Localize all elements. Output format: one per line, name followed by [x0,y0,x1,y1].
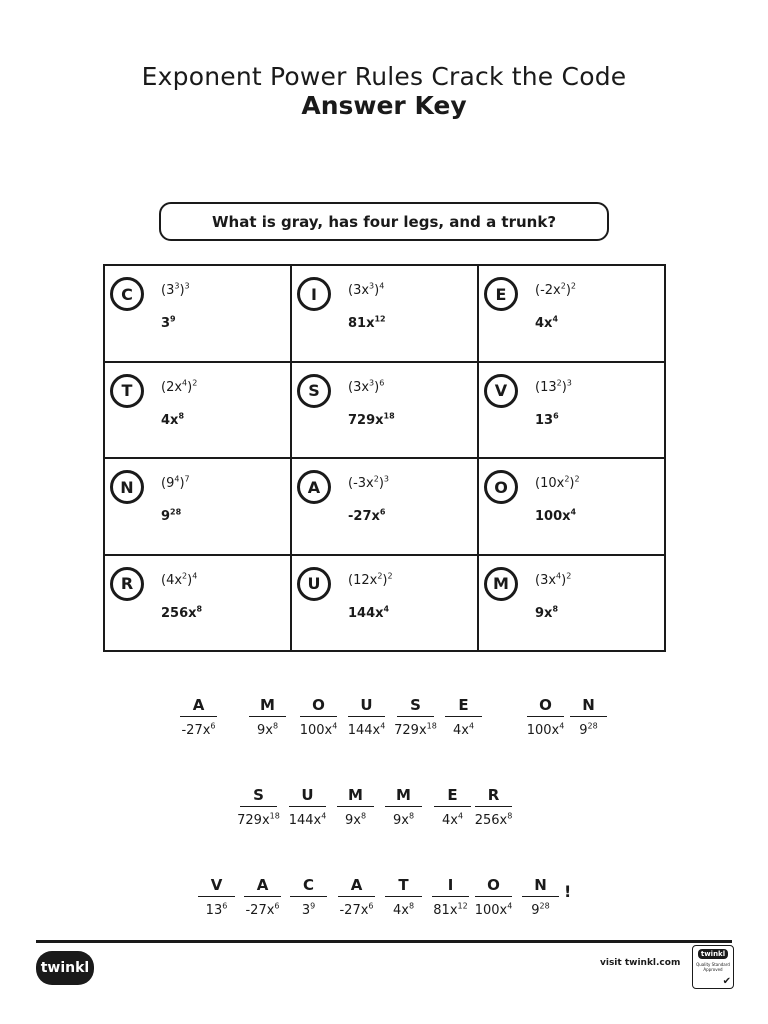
decode-slot [394,694,437,738]
decode-slot [432,874,469,918]
answer-line [475,806,512,807]
letter-circle: M [484,567,518,601]
answer-line [198,896,235,897]
answer-line [385,896,422,897]
riddle-text: What is gray, has four legs, and a trunk? [211,212,557,231]
code-value: $9^{28}$ [579,721,598,738]
decoded-letter: M [348,786,363,804]
badge-text: Quality Standard Approved [696,962,730,972]
answer: $3^9$ [161,314,176,331]
answer-line [434,806,471,807]
decoded-letter: N [582,696,595,714]
letter-circle: A [297,470,331,504]
decode-slot [475,874,512,918]
code-cell [291,458,478,555]
code-cell [291,362,478,459]
answer: $9^{28}$ [161,507,182,524]
answer-line [337,806,374,807]
letter-circle: E [484,277,518,311]
letter-circle: S [297,374,331,408]
letter-circle: T [110,374,144,408]
expression: $(9^4)^7$ [161,474,190,491]
decoded-letter: A [192,696,205,714]
code-cell [291,555,478,652]
code-value: $729x^{18}$ [237,811,280,828]
code-value: $4x^8$ [392,901,415,918]
letter-circle: O [484,470,518,504]
riddle-box [159,202,609,241]
page-subtitle: Answer Key [301,91,467,120]
decode-slot [434,784,471,828]
decoded-letter: M [396,786,411,804]
answer: $144x^4$ [348,604,390,621]
code-value: $9x^8$ [256,721,279,738]
decode-slot [180,694,217,738]
answer-line [348,716,385,717]
code-value: $100x^4$ [474,901,513,918]
decoded-letter: S [410,696,421,714]
decode-slot [527,694,564,738]
decode-slot [445,694,482,738]
answer-line [570,716,607,717]
answer: $100x^4$ [535,507,577,524]
answer-line [290,896,327,897]
expression: $(3^3)^3$ [161,281,190,298]
decoded-letter: A [256,876,269,894]
answer-line [385,806,422,807]
answer: $4x^8$ [161,411,185,428]
letter-circle: V [484,374,518,408]
letter-circle: U [297,567,331,601]
decode-slot [385,784,422,828]
expression: $(-3x^2)^3$ [348,474,389,491]
code-value: $81x^{12}$ [433,901,468,918]
expression: $(4x^2)^4$ [161,571,198,588]
expression: $(3x^3)^6$ [348,378,385,395]
decoded-letter: M [260,696,275,714]
answer: $9x^8$ [535,604,559,621]
visit-link: visit twinkl.com [600,958,681,968]
decode-slot [338,874,375,918]
code-value: $100x^4$ [526,721,565,738]
letter-circle: C [110,277,144,311]
check-icon: ✔ [722,976,731,987]
expression: $(2x^4)^2$ [161,378,198,395]
code-value: $9^{28}$ [531,901,550,918]
answer-line [432,896,469,897]
decode-slot [289,784,326,828]
exclamation-mark: ! [564,882,572,901]
decode-slot [337,784,374,828]
badge-title: twinkl [698,949,728,959]
code-grid [103,264,666,652]
answer: $81x^{12}$ [348,314,386,331]
code-cell [104,458,291,555]
answer: $256x^8$ [161,604,203,621]
decode-slot [300,694,337,738]
answer-line [244,896,281,897]
decoded-letter: O [312,696,325,714]
code-value: $729x^{18}$ [394,721,437,738]
answer: $13^6$ [535,411,559,428]
answer-line [338,896,375,897]
code-cell [478,458,665,555]
decode-slot [348,694,385,738]
expression: $(3x^3)^4$ [348,281,385,298]
answer-line [397,716,434,717]
code-value: $4x^4$ [452,721,475,738]
code-cell [104,555,291,652]
decoded-letter: T [398,876,409,894]
decoded-letter: O [539,696,552,714]
decode-slot [237,784,280,828]
decoded-letter: S [253,786,264,804]
code-cell [478,265,665,362]
code-value: $100x^4$ [299,721,338,738]
decoded-letter: C [302,876,314,894]
code-cell [291,265,478,362]
letter-circle: I [297,277,331,311]
answer-line [240,806,277,807]
decode-slot [570,694,607,738]
code-value: $3^9$ [301,901,316,918]
answer-line [249,716,286,717]
decoded-letter: O [487,876,500,894]
expression: $(13^2)^3$ [535,378,572,395]
expression: $(-2x^2)^2$ [535,281,576,298]
answer-line [289,806,326,807]
decode-slot [290,874,327,918]
answer: $4x^4$ [535,314,559,331]
code-value: $9x^8$ [344,811,367,828]
decoded-letter: E [447,786,458,804]
decode-slot [249,694,286,738]
footer-divider [36,940,732,943]
code-cell [478,362,665,459]
twinkl-logo: twinkl [36,951,94,985]
decoded-letter: R [487,786,500,804]
page-title: Exponent Power Rules Crack the Code [141,62,627,91]
decoded-letter: E [458,696,469,714]
code-value: $-27x^6$ [181,721,216,738]
expression: $(10x^2)^2$ [535,474,580,491]
letter-circle: R [110,567,144,601]
quality-badge [692,945,734,989]
decode-slot [244,874,281,918]
answer-line [475,896,512,897]
decoded-letter: N [534,876,547,894]
decoded-letter: U [301,786,314,804]
expression: $(12x^2)^2$ [348,571,393,588]
code-cell [104,362,291,459]
decoded-letter: A [350,876,363,894]
answer: $729x^{18}$ [348,411,395,428]
code-value: $4x^4$ [441,811,464,828]
code-value: $-27x^6$ [245,901,280,918]
expression: $(3x^4)^2$ [535,571,572,588]
decoded-letter: I [447,876,454,894]
answer-line [180,716,217,717]
decoded-letter: U [360,696,373,714]
decoded-letter: V [210,876,223,894]
code-cell [478,555,665,652]
decode-slot [385,874,422,918]
decode-slot [475,784,512,828]
decode-slot [198,874,235,918]
answer-line [527,716,564,717]
code-value: $13^6$ [205,901,228,918]
code-value: $144x^4$ [288,811,327,828]
answer: $-27x^6$ [348,507,386,524]
code-value: $-27x^6$ [339,901,374,918]
code-value: $256x^8$ [474,811,513,828]
answer-line [445,716,482,717]
decode-slot [522,874,559,918]
code-value: $9x^8$ [392,811,415,828]
answer-line [300,716,337,717]
answer-line [522,896,559,897]
code-value: $144x^4$ [347,721,386,738]
code-cell [104,265,291,362]
letter-circle: N [110,470,144,504]
